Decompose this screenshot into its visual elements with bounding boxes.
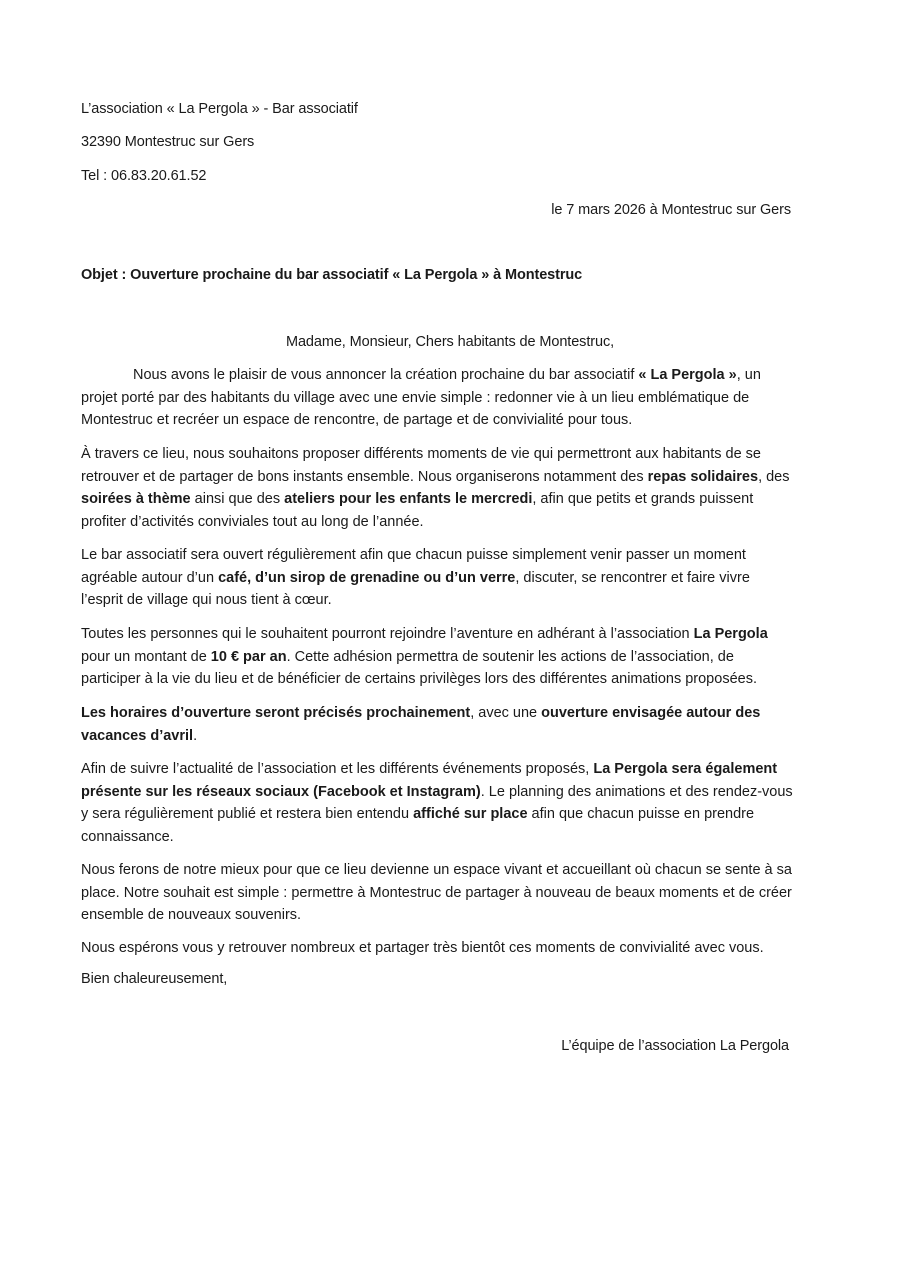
text-run-bold: Les horaires d’ouverture seront précisés prochainement [81, 705, 471, 721]
text-run-bold: La Pergola sera également présente sur les réseaux sociaux (Facebook et Instagram) [81, 761, 778, 800]
paragraph-hope: Nous espérons vous y retrouver nombreux et partager très bientôt ces moments de convivialité avec vous. [81, 940, 764, 956]
text-run-bold: ateliers pour les enfants le mercredi [284, 491, 533, 507]
sender-name: L’association « La Pergola » - Bar associatif [81, 101, 358, 117]
subject-line: Objet : Ouverture prochaine du bar associatif « La Pergola » à Montestruc [81, 267, 583, 283]
text-run-bold: affiché sur place [413, 806, 528, 822]
sender-phone: Tel : 06.83.20.61.52 [81, 168, 207, 184]
text-run-bold: café, d’un sirop de grenadine ou d’un verre [218, 569, 516, 586]
paragraph-membership [81, 623, 794, 691]
date-line: le 7 mars 2026 à Montestruc sur Gers [551, 202, 791, 218]
text-run-bold: 10 € par an [210, 648, 287, 665]
text-run: . [193, 727, 198, 744]
paragraph-intro [81, 364, 794, 432]
paragraph-activities [81, 443, 794, 533]
text-run: Afin de suivre l’actualité de l’association et les différents événements proposés, [81, 761, 594, 777]
salutation [0, 334, 900, 350]
text-run: , afin que petits et grands puissent profiter d’activités conviviales tout au long de l’année. [81, 491, 754, 530]
paragraph-opening [81, 544, 794, 612]
text-run: ainsi que des [190, 491, 285, 507]
paragraph-social [81, 758, 794, 848]
text-run: , avec une [470, 705, 542, 721]
text-run-bold: La Pergola [693, 626, 768, 642]
salutation-text: Madame, Monsieur, Chers habitants de Montestruc, [285, 334, 615, 350]
text-run: Nous avons le plaisir de vous annoncer la création prochaine du bar associatif [133, 367, 639, 383]
text-run: Toutes les personnes qui le souhaitent pourront rejoindre l’aventure en adhérant à l’association [81, 626, 694, 642]
text-run-bold: « La Pergola » [638, 367, 737, 383]
paragraph-hours [81, 702, 794, 747]
text-run-bold: repas solidaires [647, 468, 759, 485]
text-run: afin que chacun puisse en prendre connaissance. [81, 806, 755, 845]
text-run: . Cette adhésion permettra de soutenir les actions de l’association, de participer à la vie du lieu et de bénéficier de certains privilèges lors des différentes animations proposées. [81, 648, 757, 687]
text-run-bold: ouverture envisagée autour des vacances d’avril [81, 705, 761, 744]
text-run: . Le planning des animations et des rendez-vous y sera régulièrement publié et restera bien entendu [81, 783, 793, 822]
text-run: À travers ce lieu, nous souhaitons proposer différents moments de vie qui permettront aux habitants de se retrouver et de partager de bons instants ensemble. Nous organiserons notamment des [81, 446, 761, 485]
paragraph-wish: Nous ferons de notre mieux pour que ce lieu devienne un espace vivant et accueillant où chacun se sente à sa place. Notre souhait est simple : permettre à Montestruc de partager à nouveau de beaux moments et de créer ensemble de nouveaux souvenirs. [81, 862, 792, 923]
text-run: , des [758, 468, 790, 485]
closing: Bien chaleureusement, [81, 971, 228, 987]
signature: L’équipe de l’association La Pergola [561, 1038, 789, 1054]
sender-address: 32390 Montestruc sur Gers [81, 134, 255, 150]
text-run-bold: soirées à thème [81, 491, 191, 507]
text-run: , discuter, se rencontrer et faire vivre l’esprit de village qui nous tient à cœur. [81, 569, 750, 608]
text-run: Le bar associatif sera ouvert régulièrement afin que chacun puisse simplement venir passer un moment agréable autour d’un [81, 547, 746, 586]
text-run: pour un montant de [81, 648, 211, 665]
text-run: , un projet porté par des habitants du village avec une envie simple : redonner vie à un lieu emblématique de Montestruc et recréer un espace de rencontre, de partage et de convivialité pour tous. [81, 367, 761, 428]
